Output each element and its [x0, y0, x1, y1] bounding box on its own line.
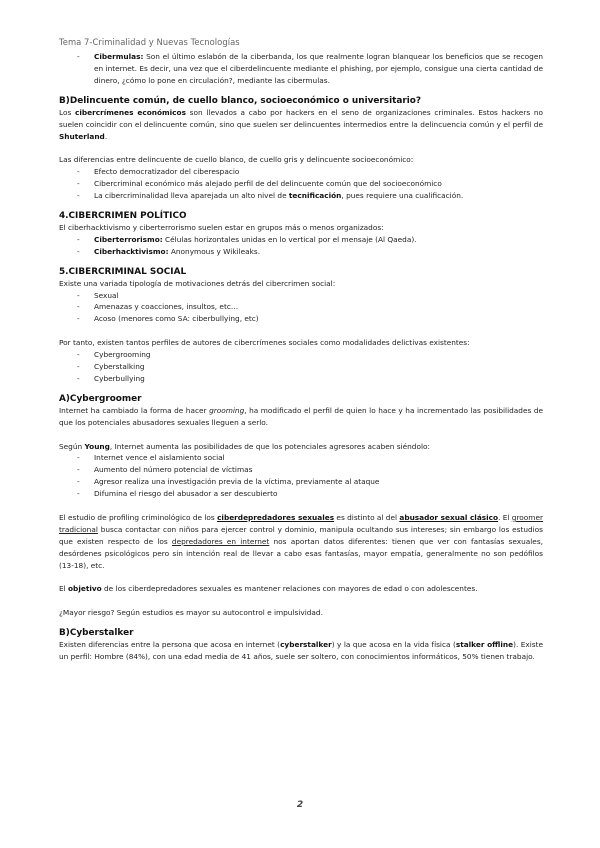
list-item: - Amenazas y coacciones, insultos, etc… — [59, 301, 543, 313]
section-heading: 5.CIBERCRIMINAL SOCIAL — [59, 266, 187, 277]
running-header: Tema 7-Criminalidad y Nuevas Tecnologías — [59, 37, 240, 47]
list-item: - Ciberhacktivismo: Anonymous y Wikileaks. — [59, 246, 543, 258]
bullet-list — [59, 452, 543, 500]
list-item: - Cybergrooming — [59, 349, 543, 361]
section-heading: B)Delincuente común, de cuello blanco, socioeconómico o universitario? — [59, 95, 422, 106]
paragraph: Existen diferencias entre la persona que acosa en internet (cyberstalker) y la que acosa en la vida física (stalker offline). Existe un perfil: Hombre (84%), con una edad media de 41 años, suele ser soltero, con conocimientos informáticos, 50% tienen trabajo. — [59, 640, 544, 661]
page-content — [59, 51, 543, 663]
paragraph: Internet ha cambiado la forma de hacer grooming, ha modificado el perfil de quien lo hace y ha incrementado las posibilidades de que los potenciales abusadores sexuales lleguen a serlo. — [59, 405, 544, 427]
list-item: - Cibermulas: Son el último eslabón de la ciberbanda, los que realmente logran blanquear los beneficios que se recogen en internet. Es decir, una vez que el ciberdelincuente mediante el phishing, por ejemplo, consigue una cierta cantidad de dinero, ¿cómo lo pone en circulación?, mediante las cibermulas. — [59, 51, 543, 87]
bullet-list — [59, 290, 543, 326]
list-item: - Sexual — [59, 290, 543, 302]
list-item: - Acoso (menores como SA: ciberbullying, etc) — [59, 313, 543, 325]
bullet-list — [59, 349, 543, 385]
paragraph: Los cibercrímenes económicos son llevados a cabo por hackers en el seno de organizaciones criminales. Estos hackers no suelen coincidir con el delincuente común, sino que suelen ser delincuentes intermedios entre la delincuencia común y el perfil de Shuterland. — [59, 107, 543, 141]
paragraph: El objetivo de los ciberdepredadores sexuales es mantener relaciones con mayores de edad o con adolescentes. — [59, 584, 478, 594]
list-item: - Difumina el riesgo del abusador a ser descubierto — [59, 488, 543, 500]
paragraph: ¿Mayor riesgo? Según estudios es mayor su autocontrol e impulsividad. — [59, 608, 323, 618]
section-heading: A)Cybergroomer — [59, 393, 142, 404]
bullet-list — [59, 166, 543, 202]
section-heading: B)Cyberstalker — [59, 628, 134, 639]
list-item: - La cibercriminalidad lleva aparejada un alto nivel de tecnificación, pues requiere una cualificación. — [59, 190, 543, 202]
paragraph: Según Young, Internet aumenta las posibilidades de que los potenciales agresores acaben siéndolo: — [59, 441, 430, 451]
list-item: - Ciberterrorismo: Células horizontales unidas en lo vertical por el mensaje (Al Qaeda). — [59, 234, 543, 246]
list-item: - Efecto democratizador del ciberespacio — [59, 166, 543, 178]
list-item: - Cyberstalking — [59, 361, 543, 373]
paragraph: El estudio de profiling criminológico de los ciberdepredadores sexuales es distinto al del abusador sexual clásico. El groomer tradicional busca contactar con niños para ejercer control y dominio, manipula ocultando sus intereses; sin embargo los estudios que existen respecto de los depredadores en internet nos aportan datos diferentes: tienen que ver con fantasías sexuales, desórdenes psicológicos pero sin intención real de llevar a cabo esas fantasías, mayor empatía, generalmente no son pedófilos (13-18), etc. — [59, 512, 543, 570]
paragraph: El ciberhacktivismo y ciberterrorismo suelen estar en grupos más o menos organizados: — [59, 222, 384, 232]
bullet-list — [59, 234, 543, 258]
list-item: - Aumento del número potencial de víctimas — [59, 464, 543, 476]
list-item: - Agresor realiza una investigación previa de la víctima, previamente al ataque — [59, 476, 543, 488]
list-item: - Cibercriminal económico más alejado perfil de del delincuente común que del socioeconómico — [59, 178, 543, 190]
paragraph: Las diferencias entre delincuente de cuello blanco, de cuello gris y delincuente socioeconómico: — [59, 155, 414, 165]
intro-list — [59, 51, 543, 87]
page-number: 2 — [296, 800, 304, 810]
list-item: - Internet vence el aislamiento social — [59, 452, 543, 464]
list-item: - Cyberbullying — [59, 373, 543, 385]
section-heading: 4.CIBERCRIMEN POLÍTICO — [59, 210, 187, 221]
paragraph: Existe una variada tipología de motivaciones detrás del cibercrimen social: — [59, 278, 336, 288]
paragraph: Por tanto, existen tantos perfiles de autores de cibercrímenes sociales como modalidades delictivas existentes: — [59, 338, 470, 348]
